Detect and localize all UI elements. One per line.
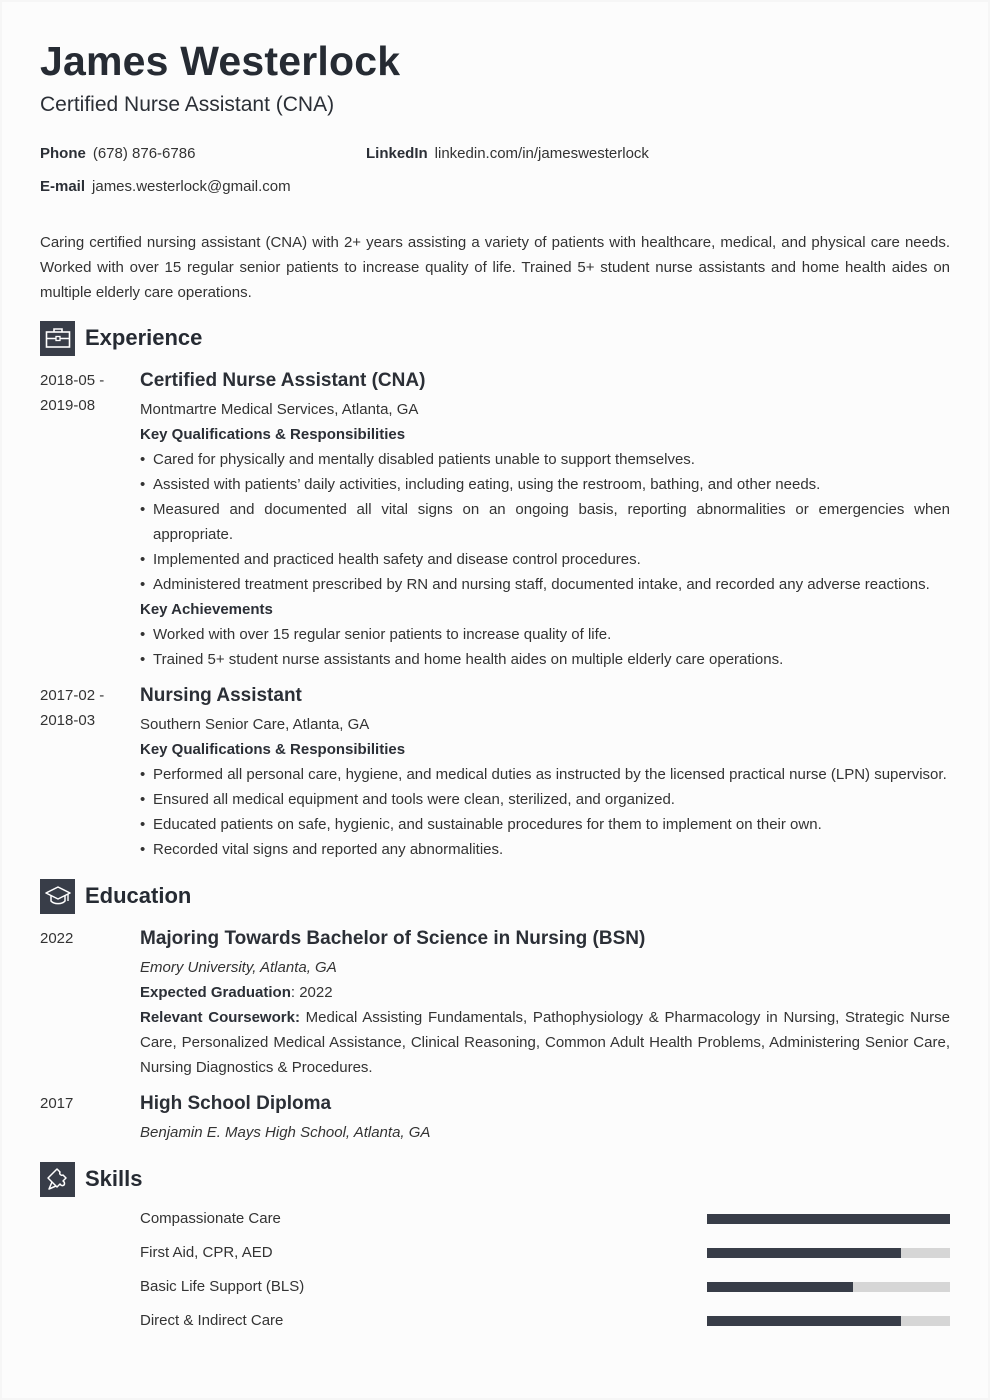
achievements-heading: Key Achievements [140, 601, 273, 618]
job-company: Southern Senior Care, Atlanta, GA [140, 716, 370, 733]
qualifications-heading: Key Qualifications & Responsibilities [140, 741, 406, 758]
degree-title: Majoring Towards Bachelor of Science in Nursing (BSN) [140, 928, 646, 949]
school-name: Emory University, Atlanta, GA [140, 959, 337, 976]
education-section-header [40, 878, 191, 914]
email-value[interactable]: james.westerlock@gmail.com [92, 178, 291, 195]
skill-name: Direct & Indirect Care [140, 1312, 284, 1329]
coursework-value: Medical Assisting Fundamentals, Pathophysiology & Pharmacology in Nursing, Strategic Nurse Care, Personalized Medical Assistance, Clinical Reasoning, Common Adult Health Problems, Administering Senior Care, Nursing Diagnostics & Procedures. [140, 1009, 950, 1076]
job-title: Nursing Assistant [140, 685, 302, 706]
list-item: • Recorded vital signs and reported any abnormalities. [140, 837, 950, 862]
list-item: • Cared for physically and mentally disabled patients unable to support themselves. [140, 447, 950, 472]
skill-row [140, 1240, 950, 1265]
skill-row [140, 1206, 950, 1231]
list-item: • Educated patients on safe, hygienic, and sustainable procedures for them to implement on their own. [140, 812, 950, 837]
job-dates [40, 683, 130, 733]
job-company: Montmartre Medical Services, Atlanta, GA [140, 401, 419, 418]
linkedin-value[interactable]: linkedin.com/in/jameswesterlock [434, 145, 649, 162]
briefcase-icon [40, 321, 75, 356]
qualifications-list [140, 447, 950, 597]
skill-level-fill [707, 1248, 901, 1258]
job-date-end: 2019-08 [40, 397, 96, 414]
skills-section-header [40, 1161, 142, 1197]
expected-graduation [140, 980, 950, 1005]
job-title: Certified Nurse Assistant (CNA) [140, 370, 426, 391]
phone-value: (678) 876-6786 [92, 145, 196, 162]
education-date: 2017 [40, 1095, 74, 1112]
resume-page [2, 2, 988, 1398]
job-date-start: 2018-05 - [40, 372, 105, 389]
coursework-label: Relevant Coursework: [140, 1009, 300, 1026]
relevant-coursework [140, 1005, 950, 1080]
job-date-end: 2018-03 [40, 712, 96, 729]
job-details [140, 368, 950, 672]
graduation-cap-icon [40, 879, 75, 914]
list-item: • Assisted with patients’ daily activities, including eating, using the restroom, bathing, and other needs. [140, 472, 950, 497]
skill-level-bar [707, 1214, 950, 1224]
job-date-start: 2017-02 - [40, 687, 105, 704]
skills-heading: Skills [85, 1166, 143, 1191]
skill-name: Compassionate Care [140, 1210, 281, 1227]
list-item: • Worked with over 15 regular senior patients to increase quality of life. [140, 622, 950, 647]
qualifications-heading: Key Qualifications & Responsibilities [140, 426, 406, 443]
contact-phone [40, 145, 195, 162]
candidate-name: James Westerlock [40, 38, 401, 84]
skill-name: Basic Life Support (BLS) [140, 1278, 305, 1295]
graduation-value: : 2022 [290, 984, 333, 1001]
list-item: • Administered treatment prescribed by RN and nursing staff, documented intake, and recorded any adverse reactions. [140, 572, 950, 597]
linkedin-label: LinkedIn [366, 145, 428, 162]
skill-level-fill [707, 1214, 950, 1224]
contact-linkedin [366, 145, 649, 162]
summary-paragraph: Caring certified nursing assistant (CNA) with 2+ years assisting a variety of patients with healthcare, medical, and physical care needs. Worked with over 15 regular senior patients to increase quality of life. Trained 5+ student nurse assistants and home health aides on multiple elderly care operations. [40, 234, 950, 301]
skill-name: First Aid, CPR, AED [140, 1244, 273, 1261]
experience-section-header [40, 320, 202, 356]
list-item: • Trained 5+ student nurse assistants and home health aides on multiple elderly care operations. [140, 647, 950, 672]
job-dates [40, 368, 130, 418]
education-details [140, 926, 950, 1080]
degree-title: High School Diploma [140, 1093, 332, 1114]
graduation-label: Expected Graduation [140, 984, 291, 1001]
skill-level-bar [707, 1282, 950, 1292]
list-item: • Performed all personal care, hygiene, and medical duties as instructed by the licensed practical nurse (LPN) supervisor. [140, 762, 950, 787]
candidate-title: Certified Nurse Assistant (CNA) [40, 93, 335, 116]
skill-level-bar [707, 1316, 950, 1326]
education-heading: Education [85, 883, 192, 908]
skill-level-bar [707, 1248, 950, 1258]
school-name: Benjamin E. Mays High School, Atlanta, GA [140, 1124, 431, 1141]
job-details [140, 683, 950, 862]
list-item: • Implemented and practiced health safety and disease control procedures. [140, 547, 950, 572]
skill-level-fill [707, 1282, 853, 1292]
phone-label: Phone [40, 145, 86, 162]
email-label: E-mail [40, 178, 86, 195]
puzzle-icon [40, 1162, 75, 1197]
skill-row [140, 1274, 950, 1299]
qualifications-list [140, 762, 950, 862]
experience-heading: Experience [85, 325, 203, 350]
skill-row [140, 1308, 950, 1333]
education-date: 2022 [40, 930, 74, 947]
contact-email [40, 178, 291, 195]
achievements-list [140, 622, 950, 672]
list-item: • Ensured all medical equipment and tools were clean, sterilized, and organized. [140, 787, 950, 812]
list-item: • Measured and documented all vital signs on an ongoing basis, reporting abnormalities or emergencies when appropriate. [140, 497, 950, 547]
skill-level-fill [707, 1316, 901, 1326]
education-details [140, 1091, 950, 1145]
